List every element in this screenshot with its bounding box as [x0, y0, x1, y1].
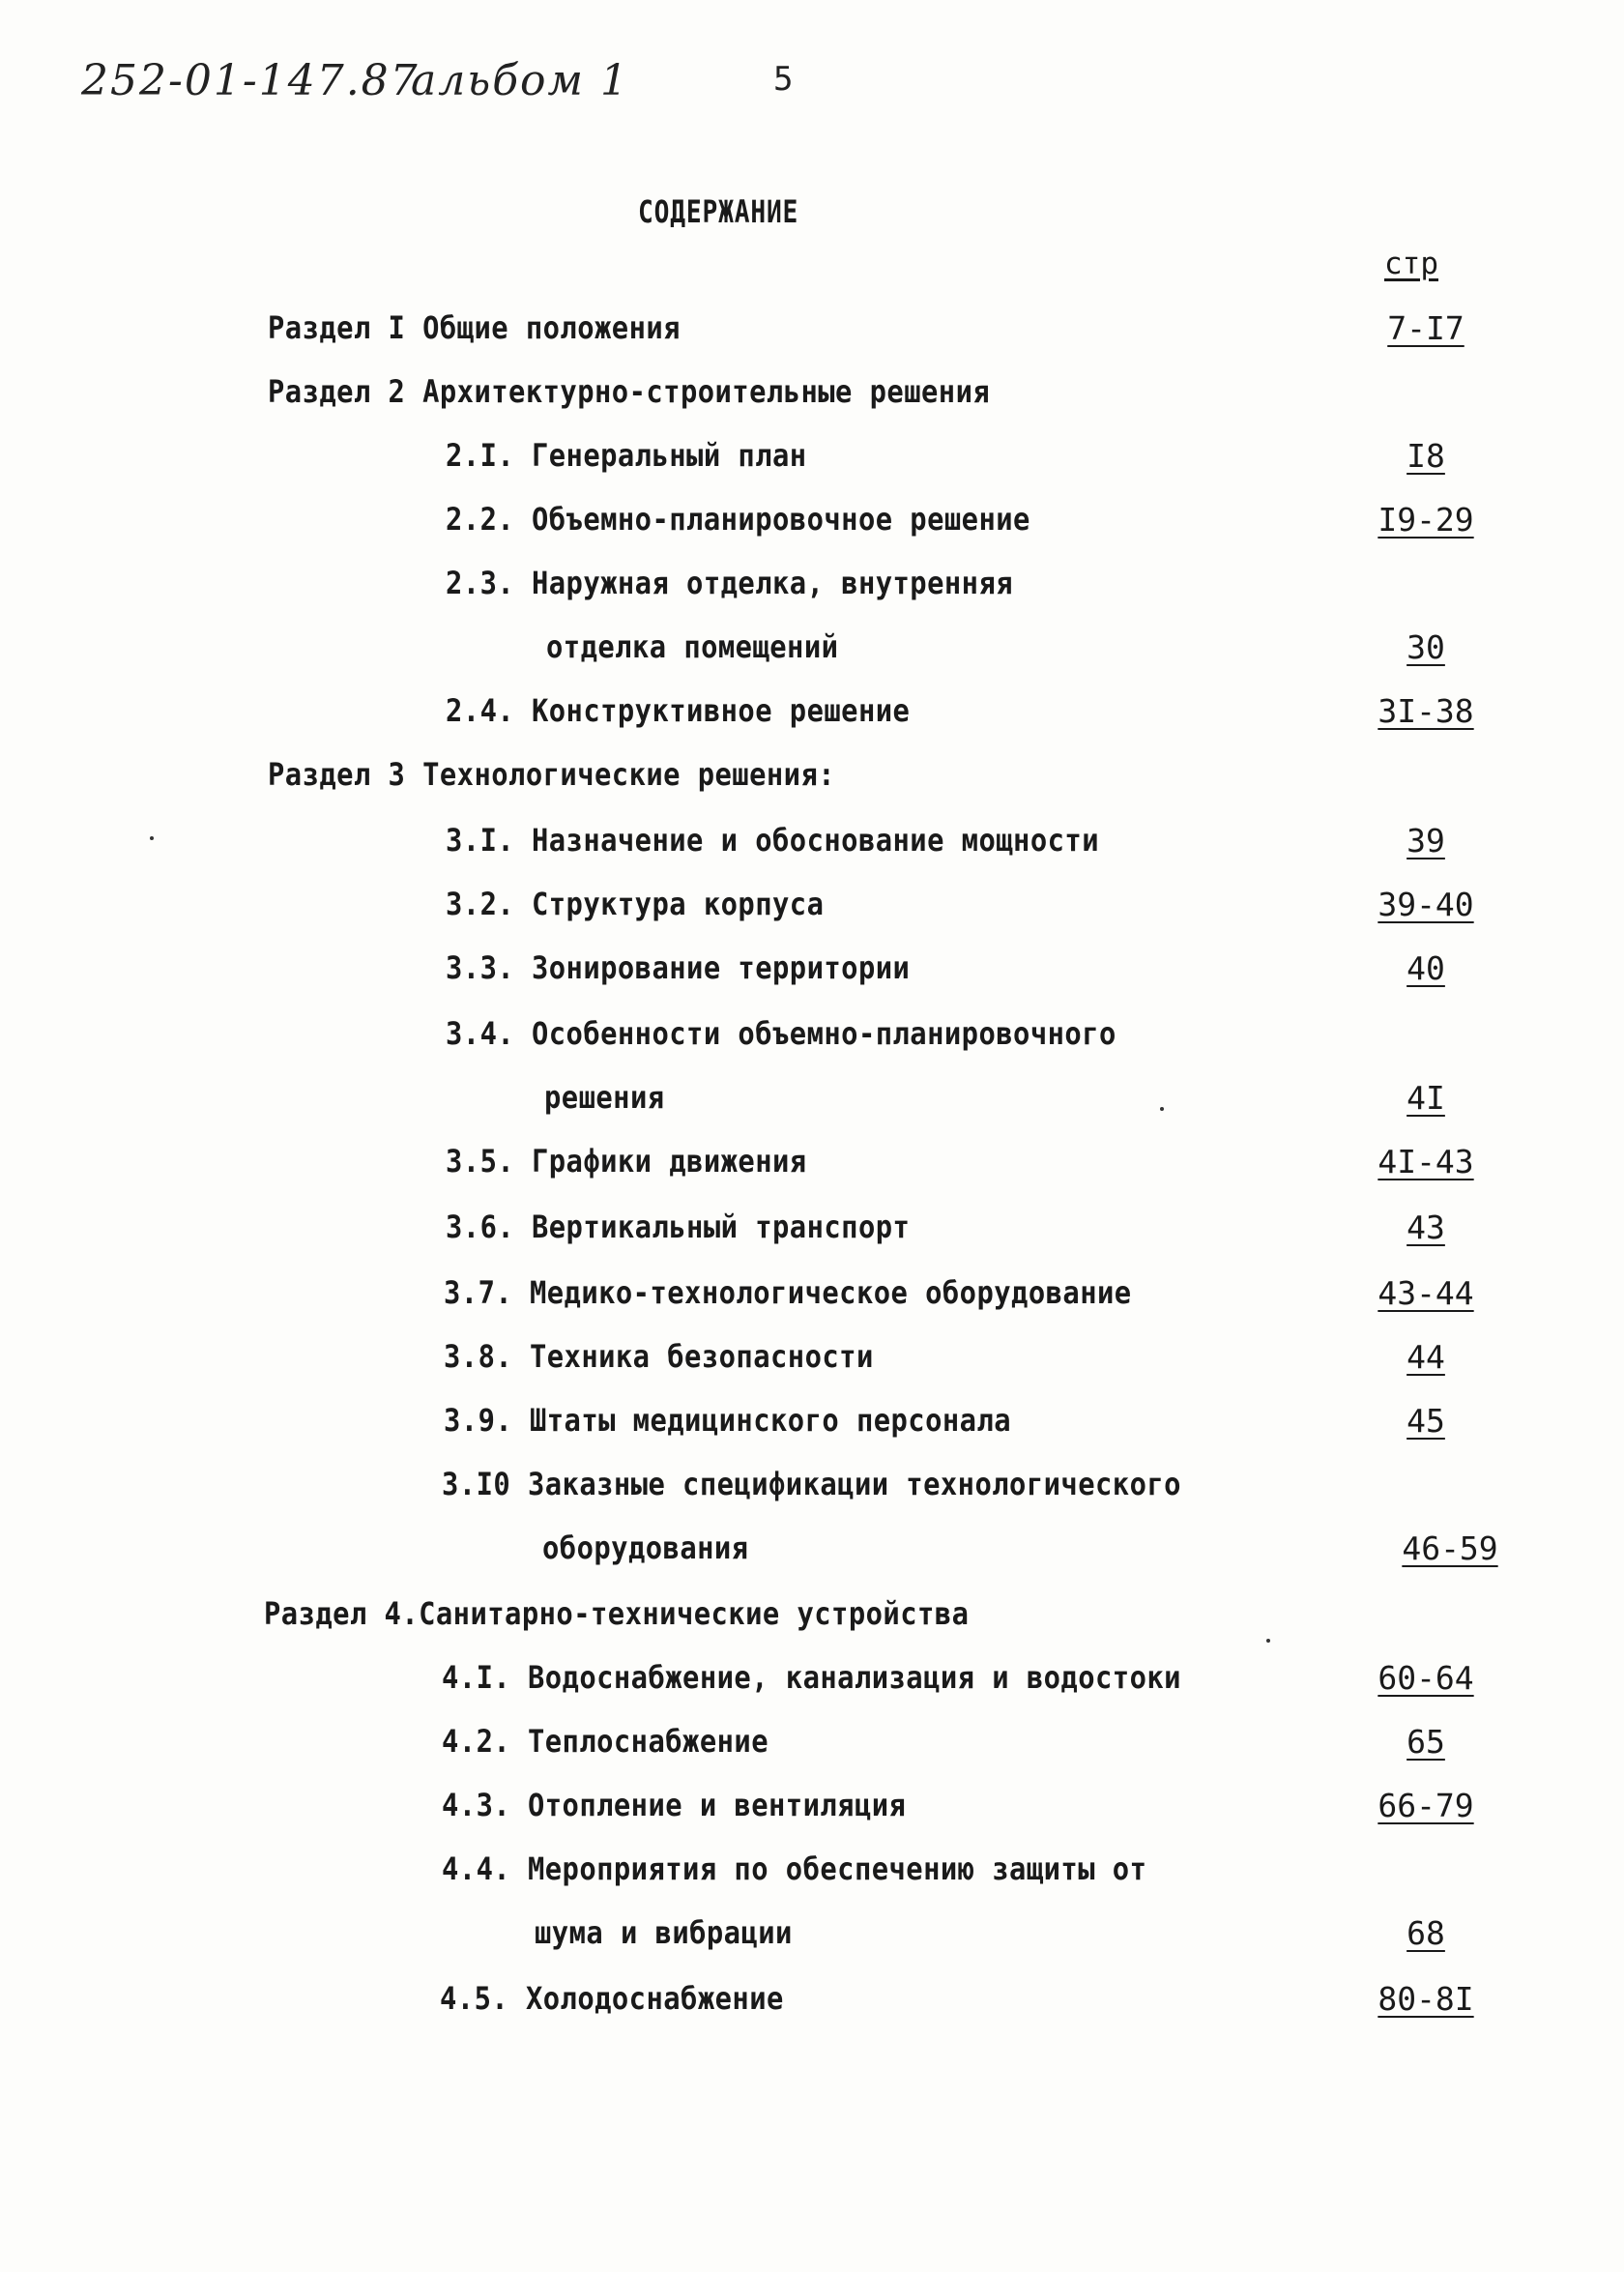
toc-entry-text: 3.4. Особенности объемно-планировочного [446, 1015, 1116, 1052]
toc-entry-text: Раздел 2 Архитектурно-строительные решения [268, 373, 991, 410]
toc-row [0, 1274, 1624, 1332]
toc-entry-page: 4I-43 [1378, 1143, 1474, 1180]
scan-speck [150, 836, 154, 840]
toc-entry-text: 3.8. Техника безопасности [444, 1338, 874, 1375]
toc-row [0, 1980, 1624, 2038]
toc-row [0, 628, 1624, 686]
toc-row [0, 1659, 1624, 1717]
toc-entry-page: 3I-38 [1378, 692, 1474, 730]
toc-row [0, 1723, 1624, 1781]
toc-entry-page [1344, 1015, 1508, 1053]
toc-entry-page [1344, 1850, 1508, 1888]
toc-entry-page [1344, 565, 1508, 602]
toc-entry-page: 39 [1406, 822, 1445, 859]
toc-row [0, 1143, 1624, 1201]
toc-row [0, 1466, 1624, 1524]
toc-entry-page [1344, 1466, 1508, 1503]
toc-entry-text: 4.5. Холодоснабжение [440, 1980, 784, 2017]
toc-row [0, 373, 1624, 431]
album-label: альбом 1 [411, 56, 630, 105]
toc-entry-page: 68 [1406, 1914, 1445, 1952]
toc-entry-text: 2.I. Генеральный план [446, 437, 807, 474]
toc-entry-text: 3.2. Структура корпуса [446, 886, 825, 922]
toc-row [0, 565, 1624, 623]
toc-row [0, 886, 1624, 944]
toc-row [0, 437, 1624, 495]
toc-row [0, 1595, 1624, 1653]
toc-row [0, 1338, 1624, 1396]
toc-entry-text: 3.5. Графики движения [446, 1143, 807, 1180]
toc-entry-text: Раздел 4.Санитарно-технические устройства [264, 1595, 970, 1632]
toc-entry-page: 44 [1406, 1338, 1445, 1376]
toc-entry-text: 3.I0 Заказные спецификации технологического [442, 1466, 1181, 1502]
toc-entry-text: 4.I. Водоснабжение, канализация и водостоки [442, 1659, 1181, 1696]
toc-entry-text: 3.7. Медико-технологическое оборудование [444, 1274, 1132, 1311]
scan-speck [1160, 1107, 1164, 1111]
toc-entry-page [1344, 756, 1508, 794]
toc-entry-page: I9-29 [1378, 501, 1474, 539]
toc-entry-text: 3.6. Вертикальный транспорт [446, 1209, 911, 1245]
toc-entry-page [1344, 1595, 1508, 1633]
toc-entry-text: 4.3. Отопление и вентиляция [442, 1787, 907, 1823]
toc-entry-page: 40 [1406, 949, 1445, 987]
toc-entry-text: оборудования [542, 1529, 749, 1566]
toc-entry-page: 4I [1406, 1079, 1445, 1117]
toc-entry-text: Раздел I Общие положения [268, 309, 681, 346]
toc-entry-page: 80-8I [1378, 1980, 1474, 2018]
toc-row [0, 1850, 1624, 1908]
toc-entry-text: 3.I. Назначение и обоснование мощности [446, 822, 1099, 859]
toc-row [0, 309, 1624, 367]
document-number: 252-01-147.87 [81, 56, 420, 105]
toc-entry-text: 2.4. Конструктивное решение [446, 692, 911, 729]
toc-title: СОДЕРЖАНИЕ [638, 193, 799, 230]
toc-row [0, 1529, 1624, 1587]
toc-entry-page [1344, 373, 1508, 411]
toc-entry-page: 45 [1406, 1402, 1445, 1440]
toc-entry-text: шума и вибрации [535, 1914, 793, 1951]
toc-entry-text: 2.3. Наружная отделка, внутренняя [446, 565, 1014, 601]
toc-entry-page: 43 [1406, 1209, 1445, 1246]
toc-entry-text: 3.3. Зонирование территории [446, 949, 911, 986]
scan-speck [1266, 1639, 1270, 1643]
toc-row [0, 501, 1624, 559]
toc-row [0, 692, 1624, 750]
toc-row [0, 1079, 1624, 1137]
toc-entry-page: 7-I7 [1387, 309, 1464, 347]
toc-entry-page: 46-59 [1402, 1529, 1498, 1567]
toc-entry-text: Раздел 3 Технологические решения: [268, 756, 836, 793]
toc-entry-text: отделка помещений [546, 628, 839, 665]
toc-row [0, 949, 1624, 1007]
toc-row [0, 1914, 1624, 1972]
toc-entry-page: 66-79 [1378, 1787, 1474, 1824]
toc-entry-page: I8 [1406, 437, 1445, 475]
toc-entry-page: 60-64 [1378, 1659, 1474, 1697]
page-column-label: стр [1384, 247, 1438, 281]
toc-entry-page: 30 [1406, 628, 1445, 666]
toc-entry-text: 4.2. Теплоснабжение [442, 1723, 768, 1760]
toc-row [0, 822, 1624, 880]
toc-row [0, 1209, 1624, 1267]
toc-entry-text: 3.9. Штаты медицинского персонала [444, 1402, 1012, 1439]
toc-row [0, 1402, 1624, 1460]
toc-entry-page: 43-44 [1378, 1274, 1474, 1312]
toc-entry-text: 4.4. Мероприятия по обеспечению защиты от [442, 1850, 1147, 1887]
toc-row [0, 1787, 1624, 1845]
toc-entry-text: решения [544, 1079, 665, 1116]
toc-entry-page: 65 [1406, 1723, 1445, 1761]
page-number: 5 [773, 60, 794, 99]
toc-row [0, 1015, 1624, 1073]
toc-entry-page: 39-40 [1378, 886, 1474, 923]
toc-entry-text: 2.2. Объемно-планировочное решение [446, 501, 1030, 538]
toc-row [0, 756, 1624, 814]
